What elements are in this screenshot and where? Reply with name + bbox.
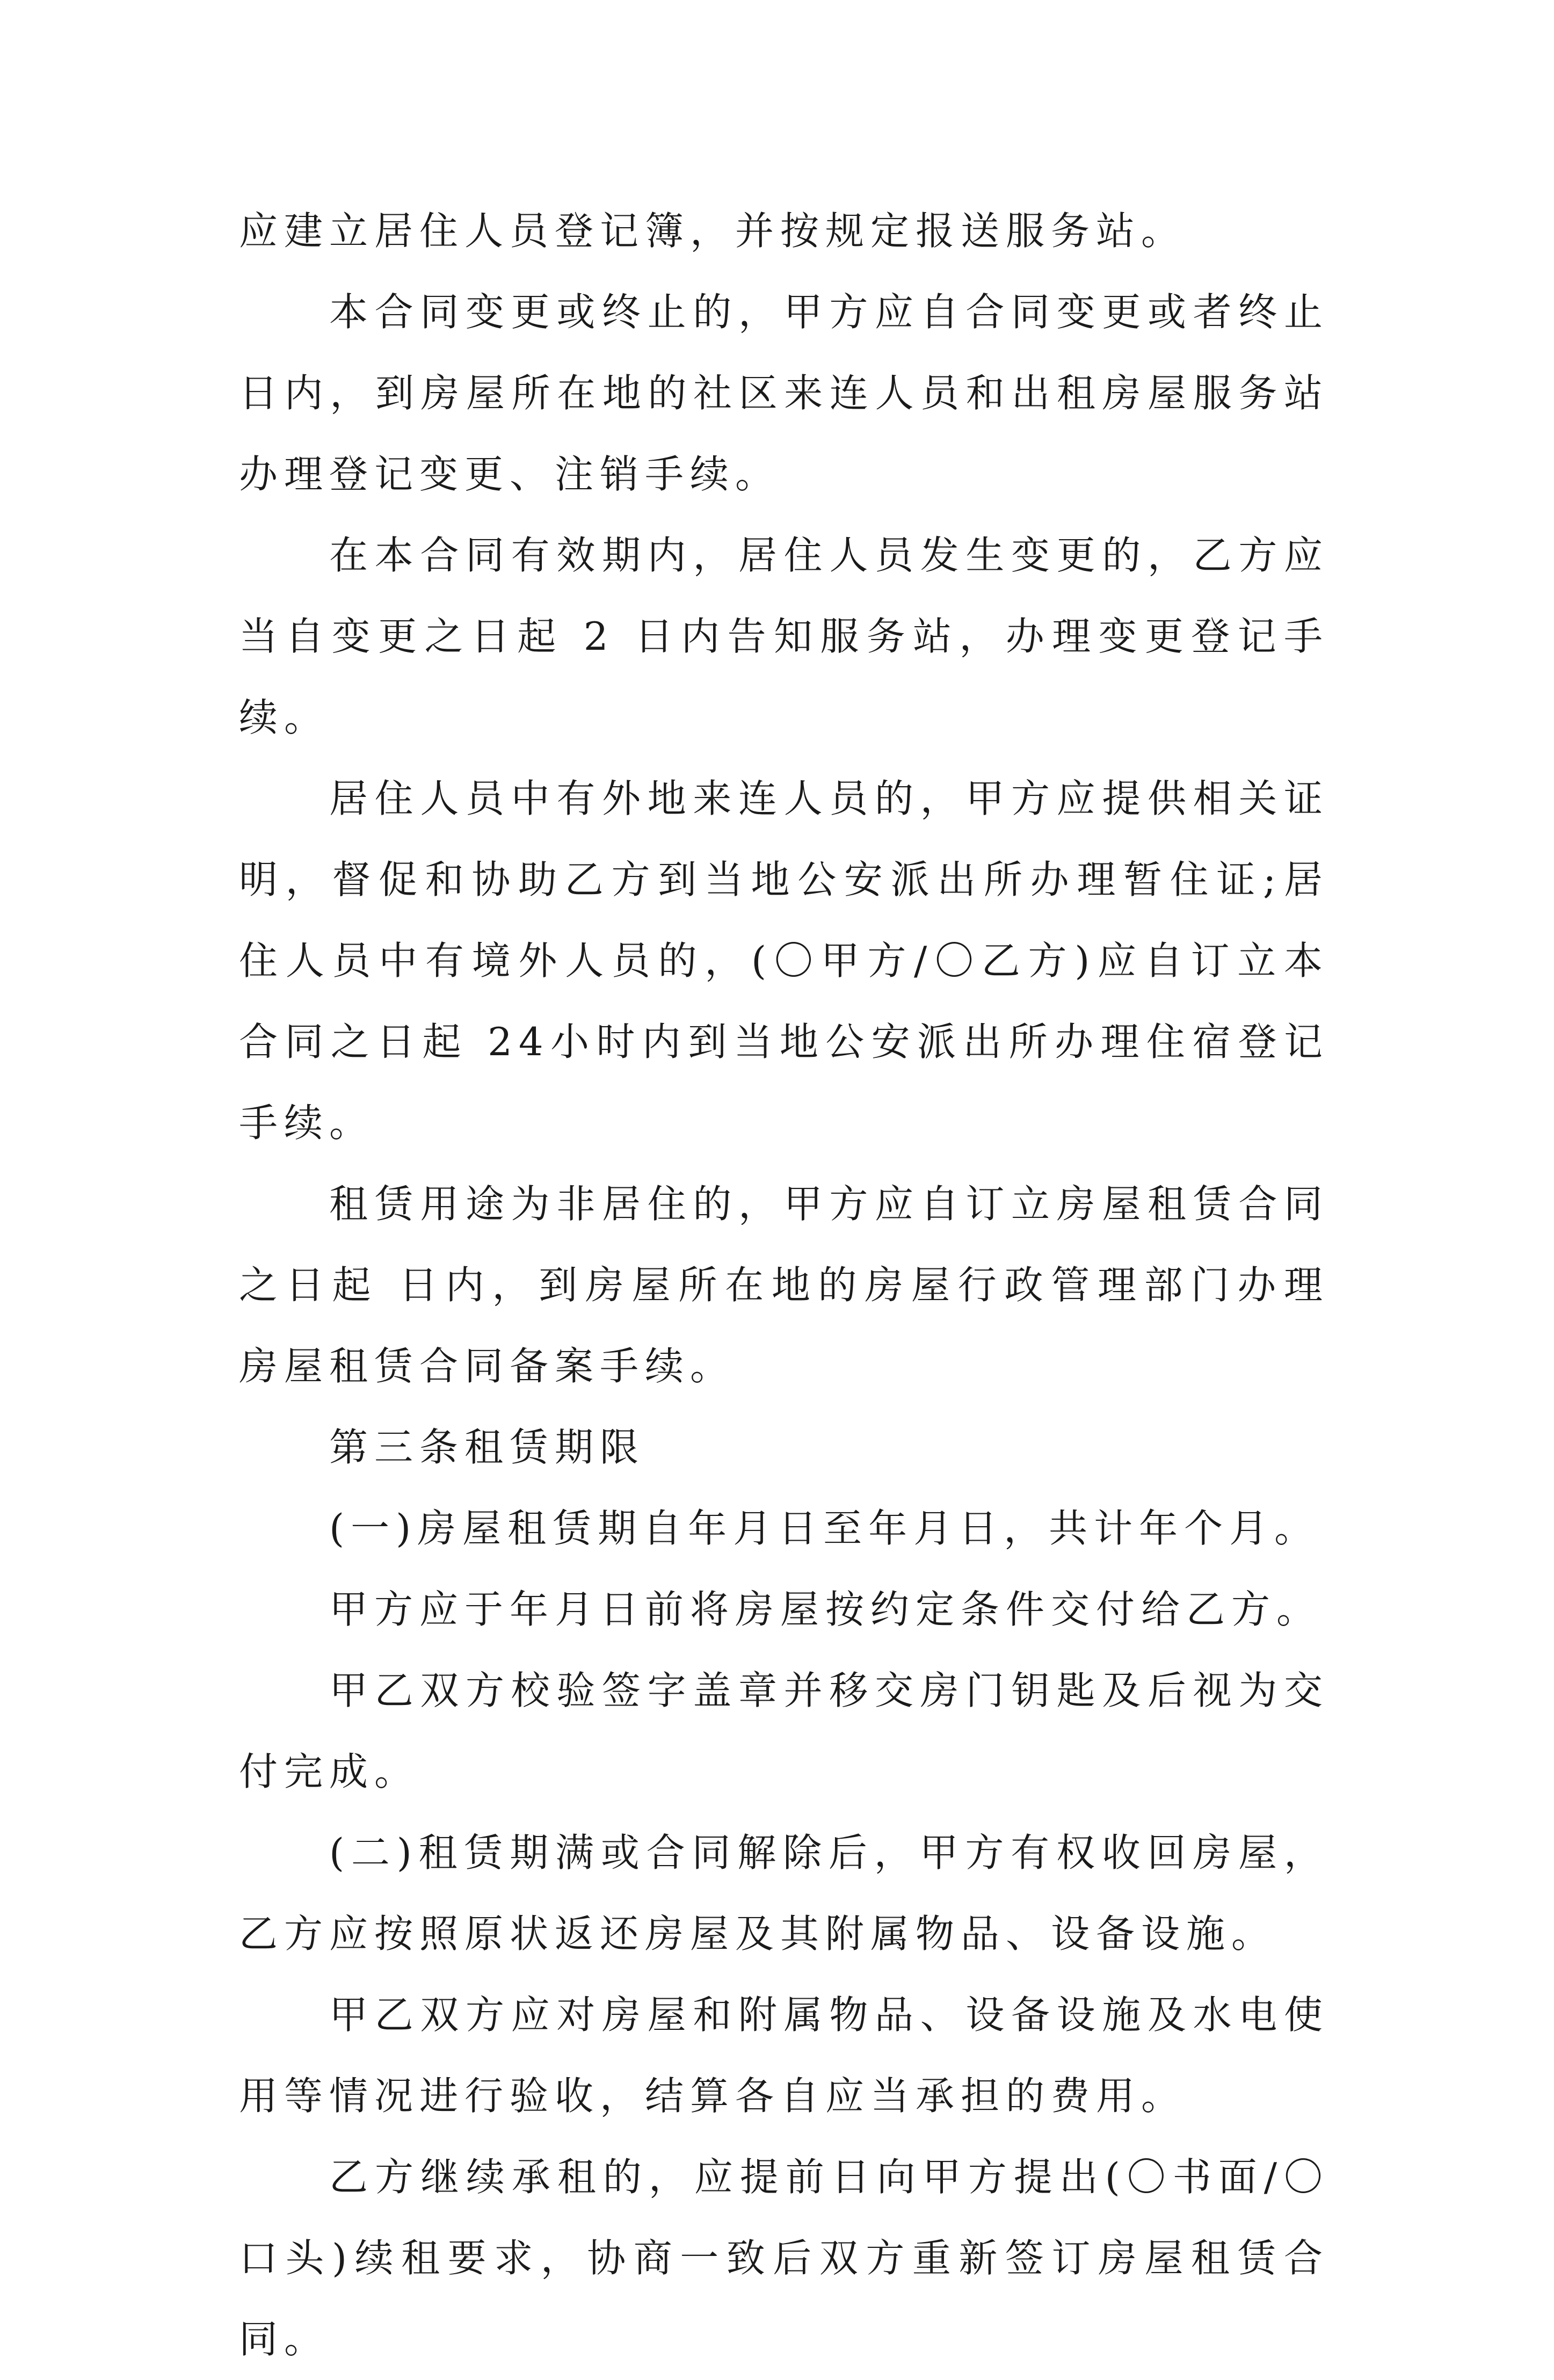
paragraph-renewal: 乙方继续承租的，应提前日向甲方提出(〇书面/〇口头)续租要求，协商一致后双方重新签订房屋租赁合同。 [239, 2154, 1329, 2362]
paragraph-delivery-completion: 甲乙双方校验签字盖章并移交房门钥匙及后视为交付完成。 [239, 1668, 1329, 1794]
contract-body [239, 191, 1329, 2380]
paragraph-inspection-settlement: 甲乙双方应对房屋和附属物品、设备设施及水电使用等情况进行验收，结算各自应当承担的费用。 [239, 1992, 1329, 2118]
paragraph-delivery-date: 甲方应于年月日前将房屋按约定条件交付给乙方。 [329, 1587, 1322, 1632]
paragraph-lease-period: (一)房屋租赁期自年月日至年月日，共计年个月。 [329, 1506, 1320, 1551]
paragraph-contract-change: 本合同变更或终止的，甲方应自合同变更或者终止 日内，到房屋所在地的社区来连人员和出租房屋服务站办理登记变更、注销手续。 [239, 289, 1329, 497]
paragraph-lease-expiry: (二)租赁期满或合同解除后，甲方有权收回房屋，乙方应按照原状返还房屋及其附属物品、设备设施。 [239, 1830, 1329, 1956]
paragraph-non-residential-use: 租赁用途为非居住的，甲方应自订立房屋租赁合同之日起 日内，到房屋所在地的房屋行政管理部门办理房屋租赁合同备案手续。 [239, 1181, 1329, 1389]
section-heading-lease-term: 第三条租赁期限 [329, 1425, 645, 1470]
paragraph-registration-book: 应建立居住人员登记簿，并按规定报送服务站。 [239, 208, 1187, 253]
paragraph-nonlocal-residents: 居住人员中有外地来连人员的，甲方应提供相关证明，督促和协助乙方到当地公安派出所办理暂住证;居住人员中有境外人员的，(〇甲方/〇乙方)应自订立本合同之日起 24小时内到当地公安派出所办理住宿登记手续。 [239, 776, 1329, 1145]
paragraph-resident-change: 在本合同有效期内，居住人员发生变更的，乙方应当自变更之日起 2 日内告知服务站，办理变更登记手续。 [239, 533, 1329, 740]
